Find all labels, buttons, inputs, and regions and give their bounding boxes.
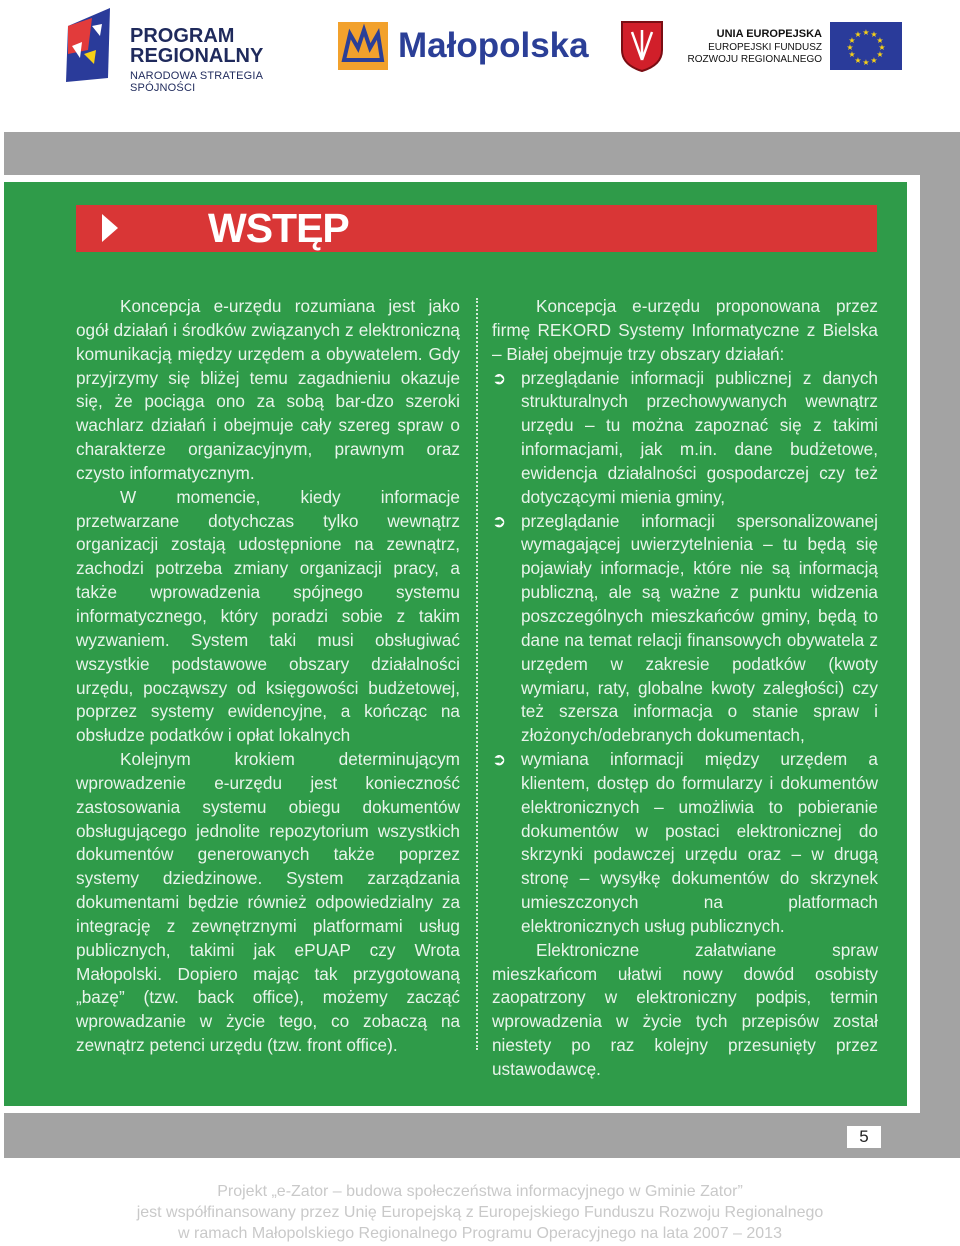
list-item-text: przeglądanie informacji publicznej z danych strukturalnych przechowywanych wewnątrz urzędu – tu można zapoznać się z takimi informacjami, jak m.in. dane budżetowe, ewidencja działalności gospodarczej czy też dotyczącymi mienia gminy, — [521, 367, 878, 507]
malopolska-logo — [338, 20, 598, 72]
svg-text:★: ★ — [848, 36, 856, 45]
svg-text:★: ★ — [846, 43, 854, 52]
footer-line-1: Projekt „e-Zator – budowa społeczeństwa informacyjnego w Gminie Zator” — [217, 1183, 743, 1200]
left-paragraph-2: W momencie, kiedy informacje przetwarzane dotychczas tylko wewnątrz organizacji zostają udostępnione na zewnątrz, zachodzi potrzeba zmiany organizacji pracy, a także wprowadzenia spójnego systemu informatycznego, który poradzi sobie z takim wyzwaniem. System taki musi obsługiwać wszystkie podstawowe obszary działalności urzędu, począwszy od księgowości budżetowej, poprzez systemy ewidencyjne, a kończąc na obsłudze podatków i opłat lokalnych — [76, 486, 460, 746]
list-item-text: wymiana informacji między urzędem a klientem, dostęp do formularzy i dokumentów elektronicznych – umożliwia to pobieranie dokumentów w postaci elektronicznej do skrzynki podawczej urzędu oraz – w drugą stronę – wysyłkę dokumentów do skrzynek umieszczonych na platformach elektronicznych usług publicznych. — [521, 749, 878, 936]
svg-text:★: ★ — [854, 30, 862, 39]
svg-text:★: ★ — [878, 43, 886, 52]
footer-line-2: jest współfinansowany przez Unię Europejską z Europejskiego Funduszu Rozwoju Regionalnego — [136, 1204, 824, 1221]
left-paragraph-3: Kolejnym krokiem determinującym wprowadzenie e-urzędu jest konieczność zastosowania systemu obiegu dokumentów obsługującego jednolite repozytorium wszystkich dokumentów generowanych także poprzez systemy dziedzinowe. System zarządzania dokumentami będzie również odpowiedzialny za integrację z zewnętrznymi platformami usług publicznych, takimi jak ePUAP czy Wrota Małopolski. Dopiero mając tak przygotowaną „bazę” (tzw. back office), możemy zacząć wprowadzanie w życie tego, co zobaczą na zewnątrz petenci urzędu (tzw. front office). — [76, 749, 460, 1056]
svg-text:★: ★ — [862, 58, 870, 67]
arrow-right-icon: ➲ — [492, 511, 507, 531]
arrow-right-icon: ➲ — [492, 750, 507, 770]
program-regionalny-logo — [62, 4, 312, 94]
malopolska-wordmark: Małopolska — [398, 26, 589, 65]
right-closing: Elektroniczne załatwiane spraw mieszkańcom ułatwi nowy dowód osobisty zaopatrzony w elektroniczny podpis, termin wprowadzenia w życie tych przepisów został niestety po raz kolejny przesunięty przez ustawodawcę. — [492, 939, 878, 1079]
program-logo-line1: PROGRAM — [130, 25, 235, 47]
list-item — [492, 748, 878, 939]
eu-flag-icon — [830, 22, 902, 70]
left-column — [76, 295, 460, 1058]
gmina-coat-of-arms-icon — [620, 20, 664, 72]
program-regionalny-flag-icon — [62, 6, 114, 84]
list-item-text: przeglądanie informacji spersonalizowanej wymagającej uwierzytelnienia – tu będą się pojawiały informacje, które nie są informacją publiczną, ale są ważne z punktu widzenia poszczególnych mieszkańców gminy, będą to dane na temat relacji finansowych obywatela z urzędem w zakresie podatków (kwoty wymiaru, raty, globalne kwoty zaległości) czy też szersza informacja o stanie spraw i złożonych/odebranych dokumentach, — [521, 510, 878, 746]
eu-logo-line3: ROZWOJU REGIONALNEGO — [687, 54, 822, 65]
page-number: 5 — [859, 1127, 869, 1146]
header-logos — [0, 0, 960, 100]
list-item — [492, 510, 878, 748]
footer-line-3: w ramach Małopolskiego Regionalnego Programu Operacyjnego na lata 2007 – 2013 — [178, 1225, 782, 1242]
program-logo-line3: NARODOWA STRATEGIA SPÓJNOŚCI — [130, 70, 263, 94]
svg-text:★: ★ — [870, 30, 878, 39]
list-item — [492, 367, 878, 510]
right-column — [492, 295, 878, 1082]
title-arrow-icon — [102, 214, 118, 242]
section-title-bar — [76, 205, 877, 252]
program-logo-line2: REGIONALNY — [130, 45, 264, 67]
arrow-right-icon: ➲ — [492, 368, 507, 388]
svg-text:★: ★ — [848, 50, 856, 59]
svg-text:★: ★ — [876, 36, 884, 45]
footer — [0, 1181, 960, 1244]
malopolska-emblem-icon — [338, 22, 388, 70]
column-divider — [476, 298, 478, 1050]
eu-logo-line1: UNIA EUROPEJSKA — [716, 28, 822, 40]
section-title: WSTĘP — [208, 205, 349, 251]
svg-text:★: ★ — [876, 50, 884, 59]
page-number-box — [847, 1126, 881, 1148]
right-intro: Koncepcja e-urzędu proponowana przez firmę REKORD Systemy Informatyczne z Bielska – Białej obejmuje trzy obszary działań: — [492, 296, 878, 364]
eu-logo-line2: EUROPEJSKI FUNDUSZ — [708, 42, 822, 53]
eu-logo — [687, 22, 902, 72]
svg-text:★: ★ — [862, 28, 870, 37]
svg-text:★: ★ — [870, 56, 878, 65]
left-paragraph-1: Koncepcja e-urzędu rozumiana jest jako ogół działań i środków związanych z elektroniczną komunikacją między urzędem a obywatelem. Gdy przyjrzymy się bliżej temu zagadnieniu okazuje się, że pociąga ono za sobą bar-dzo szeroki wachlarz działań i obejmuje cały szereg spraw o charakterze organizacyjnym, prawnym oraz czysto informatycznym. — [76, 296, 460, 483]
svg-text:★: ★ — [854, 56, 862, 65]
